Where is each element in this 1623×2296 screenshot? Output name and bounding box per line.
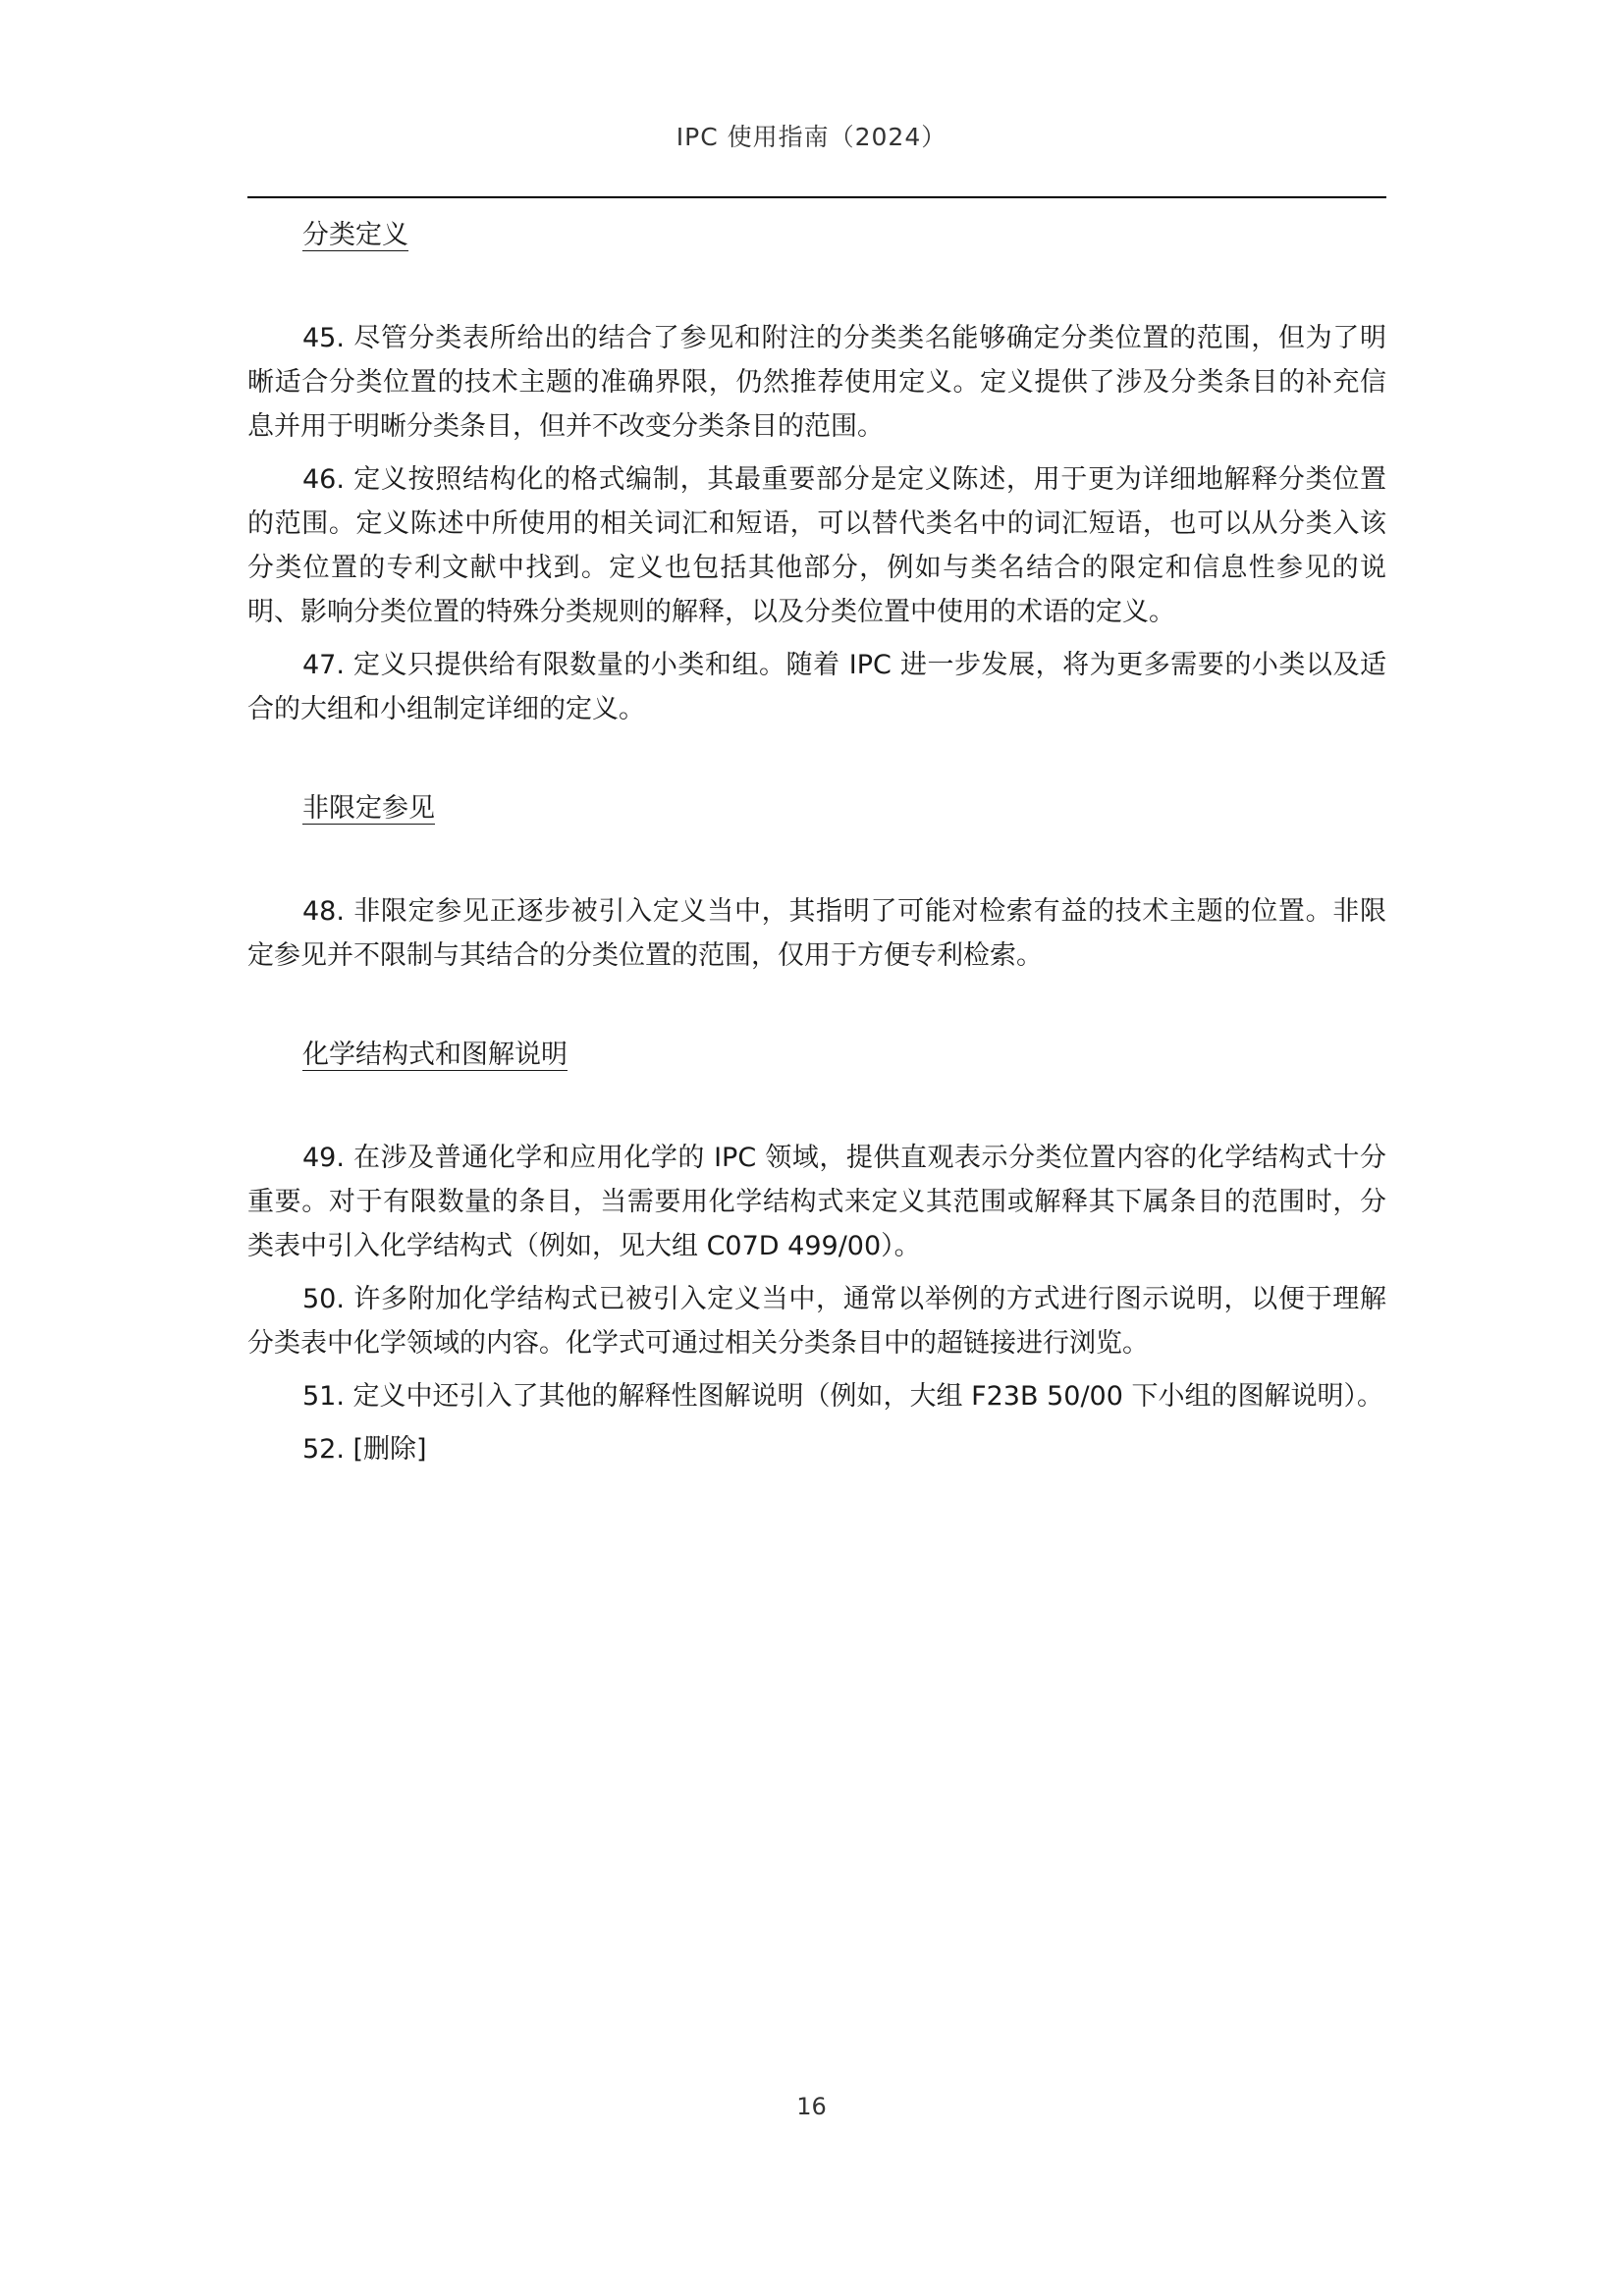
paragraph-46: 46. 定义按照结构化的格式编制，其最重要部分是定义陈述，用于更为详细地解释分类位置的范围。定义陈述中所使用的相关词汇和短语，可以替代类名中的词汇短语，也可以从分类入该分类位置的专利文献中找到。定义也包括其他部分，例如与类名结合的限定和信息性参见的说明、影响分类位置的特殊分类规则的解释，以及分类位置中使用的术语的定义。 [247, 464, 1386, 627]
paragraph-52: 52. [删除] [302, 1434, 427, 1465]
paragraph-48: 48. 非限定参见正逐步被引入定义当中，其指明了可能对检索有益的技术主题的位置。非限定参见并不限制与其结合的分类位置的范围，仅用于方便专利检索。 [247, 896, 1386, 971]
section-heading-informative-references: 非限定参见 [302, 793, 435, 824]
section-heading-definitions: 分类定义 [302, 220, 408, 250]
page-number: 16 [796, 2093, 827, 2120]
paragraph-49: 49. 在涉及普通化学和应用化学的 IPC 领域，提供直观表示分类位置内容的化学结构式十分重要。对于有限数量的条目，当需要用化学结构式来定义其范围或解释其下属条目的范围时，分类表中引入化学结构式（例如，见大组 C07D 499/00）。 [247, 1143, 1386, 1261]
paragraph-47: 47. 定义只提供给有限数量的小类和组。随着 IPC 进一步发展，将为更多需要的小类以及适合的大组和小组制定详细的定义。 [247, 650, 1386, 724]
paragraph-45: 45. 尽管分类表所给出的结合了参见和附注的分类类名能够确定分类位置的范围，但为了明晰适合分类位置的技术主题的准确界限，仍然推荐使用定义。定义提供了涉及分类条目的补充信息并用于明晰分类条目，但并不改变分类条目的范围。 [247, 323, 1386, 442]
paragraph-50: 50. 许多附加化学结构式已被引入定义当中，通常以举例的方式进行图示说明，以便于理解分类表中化学领域的内容。化学式可通过相关分类条目中的超链接进行浏览。 [247, 1284, 1386, 1359]
document-body [247, 214, 1386, 1480]
paragraph-51: 51. 定义中还引入了其他的解释性图解说明（例如，大组 F23B 50/00 下小组的图解说明）。 [302, 1381, 1383, 1412]
section-heading-chemical-formulae: 化学结构式和图解说明 [302, 1040, 568, 1070]
header-divider [247, 196, 1386, 198]
page-header-title: IPC 使用指南（2024） [676, 123, 947, 151]
